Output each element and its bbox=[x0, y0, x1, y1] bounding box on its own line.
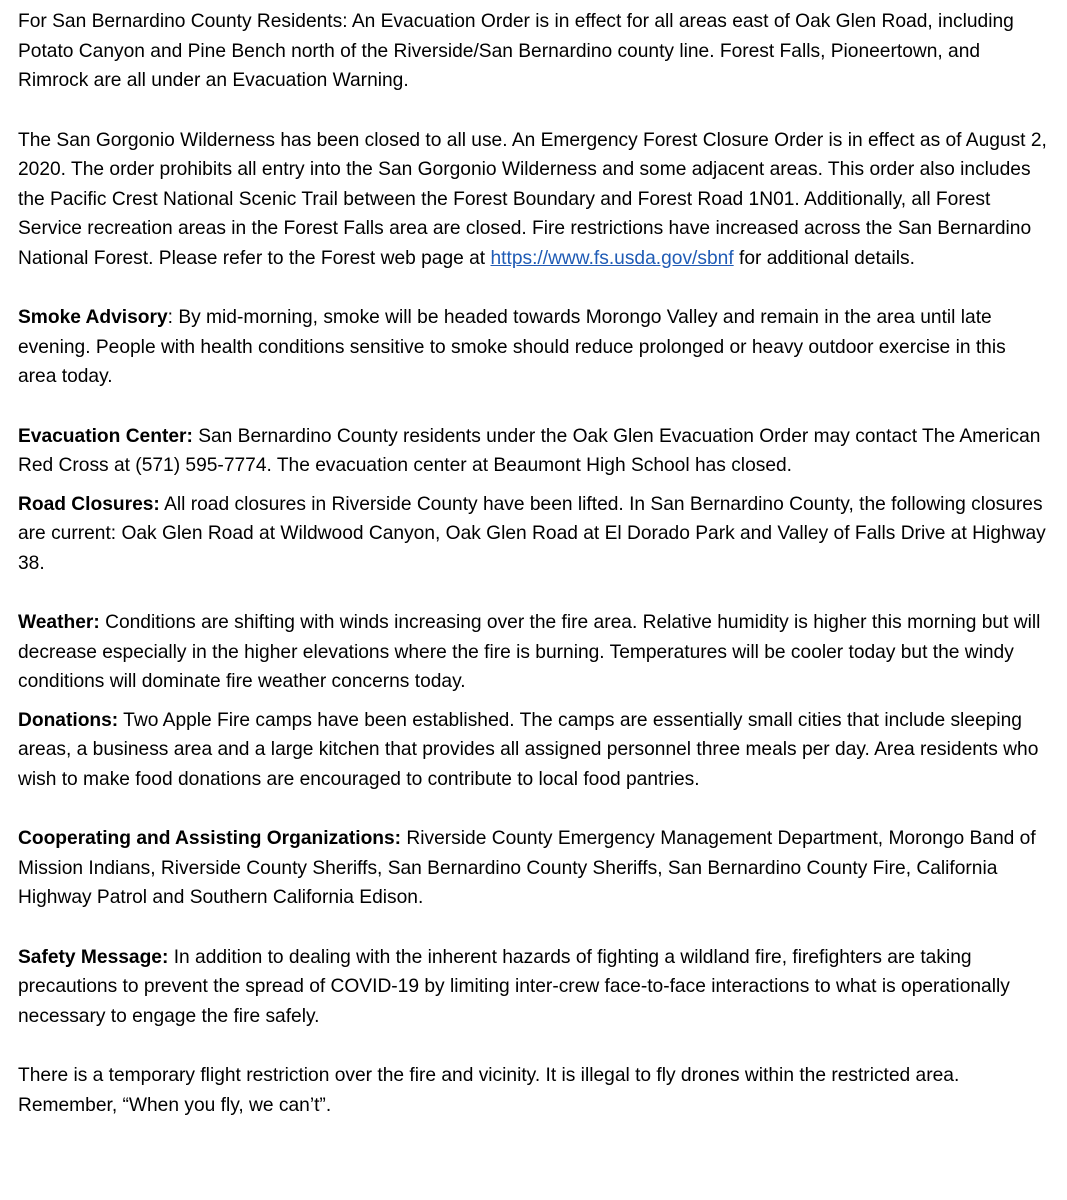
wilderness-closure-text-end: for additional details. bbox=[733, 247, 915, 269]
evacuation-center-label: Evacuation Center: bbox=[18, 425, 193, 447]
forest-web-page-link[interactable]: https://www.fs.usda.gov/sbnf bbox=[490, 247, 734, 269]
smoke-advisory-text: : By mid-morning, smoke will be headed towards Morongo Valley and remain in the area until late evening. People with health conditions sensitive to smoke should reduce prolonged or heavy outdoor exercise in this area today. bbox=[18, 307, 1006, 387]
donations-label: Donations: bbox=[18, 709, 119, 731]
wilderness-closure-text: The San Gorgonio Wilderness has been closed to all use. An Emergency Forest Closure Order is in effect as of August 2, 2020. The order prohibits all entry into the San Gorgonio Wilderness and some adjacent areas. This order also includes the Pacific Crest National Scenic Trail between the Forest Boundary and Forest Road 1N01. Additionally, all Forest Service recreation areas in the Forest Falls area are closed. Fire restrictions have increased across the San Bernardino National Forest. Please refer to the Forest web page at bbox=[18, 129, 1047, 269]
cooperating-organizations-label: Cooperating and Assisting Organizations: bbox=[18, 828, 402, 849]
paragraph-evacuation-center bbox=[18, 422, 1049, 481]
paragraph-cooperating-organizations bbox=[18, 824, 1049, 913]
cooperating-organizations-text: Riverside County Emergency Management Department, Morongo Band of Mission Indians, Riverside County Sheriffs, San Bernardino County Sheriffs, San Bernardino County Fire, California Highway Patrol and Southern California Edison. bbox=[18, 828, 1036, 908]
donations-text: Two Apple Fire camps have been established. The camps are essentially small cities that include sleeping areas, a business area and a large kitchen that provides all assigned personnel three meals per day. Area residents who wish to make food donations are encouraged to contribute to local food pantries. bbox=[18, 709, 1039, 790]
weather-text: Conditions are shifting with winds increasing over the fire area. Relative humidity is higher this morning but will decrease especially in the higher elevations where the fire is burning. Temperatures will be cooler today but the windy conditions will dominate fire weather concerns today. bbox=[18, 612, 1041, 692]
paragraph-wilderness-closure bbox=[18, 126, 1049, 274]
road-closures-label: Road Closures: bbox=[18, 493, 160, 515]
paragraph-weather bbox=[18, 608, 1049, 697]
paragraph-safety-message bbox=[18, 943, 1049, 1032]
smoke-advisory-label: Smoke Advisory bbox=[18, 307, 168, 328]
paragraph-donations bbox=[18, 706, 1049, 795]
paragraph-flight-restriction bbox=[18, 1061, 1049, 1120]
safety-message-text: In addition to dealing with the inherent hazards of fighting a wildland fire, firefighters are taking precautions to prevent the spread of COVID-19 by limiting inter-crew face-to-face interactions to what is operationally necessary to engage the fire safely. bbox=[18, 946, 1010, 1027]
evacuation-center-text: San Bernardino County residents under the Oak Glen Evacuation Order may contact The American Red Cross at (571) 595-7774. The evacuation center at Beaumont High School has closed. bbox=[18, 425, 1041, 476]
road-closures-text: All road closures in Riverside County have been lifted. In San Bernardino County, the following closures are current: Oak Glen Road at Wildwood Canyon, Oak Glen Road at El Dorado Park and Valley of Falls Drive at Highway 38. bbox=[18, 493, 1046, 574]
flight-restriction-text: There is a temporary flight restriction over the fire and vicinity. It is illegal to fly drones within the restricted area. Remember, “When you fly, we can’t”. bbox=[18, 1065, 960, 1116]
evacuation-order-text: For San Bernardino County Residents: An Evacuation Order is in effect for all areas east of Oak Glen Road, including Potato Canyon and Pine Bench north of the Riverside/San Bernardino county line. Forest Falls, Pioneertown, and Rimrock are all under an Evacuation Warning. bbox=[18, 11, 1014, 91]
paragraph-evacuation-order bbox=[18, 7, 1049, 96]
safety-message-label: Safety Message: bbox=[18, 946, 169, 968]
weather-label: Weather: bbox=[18, 612, 100, 633]
paragraph-road-closures bbox=[18, 490, 1049, 579]
paragraph-smoke-advisory bbox=[18, 303, 1049, 392]
